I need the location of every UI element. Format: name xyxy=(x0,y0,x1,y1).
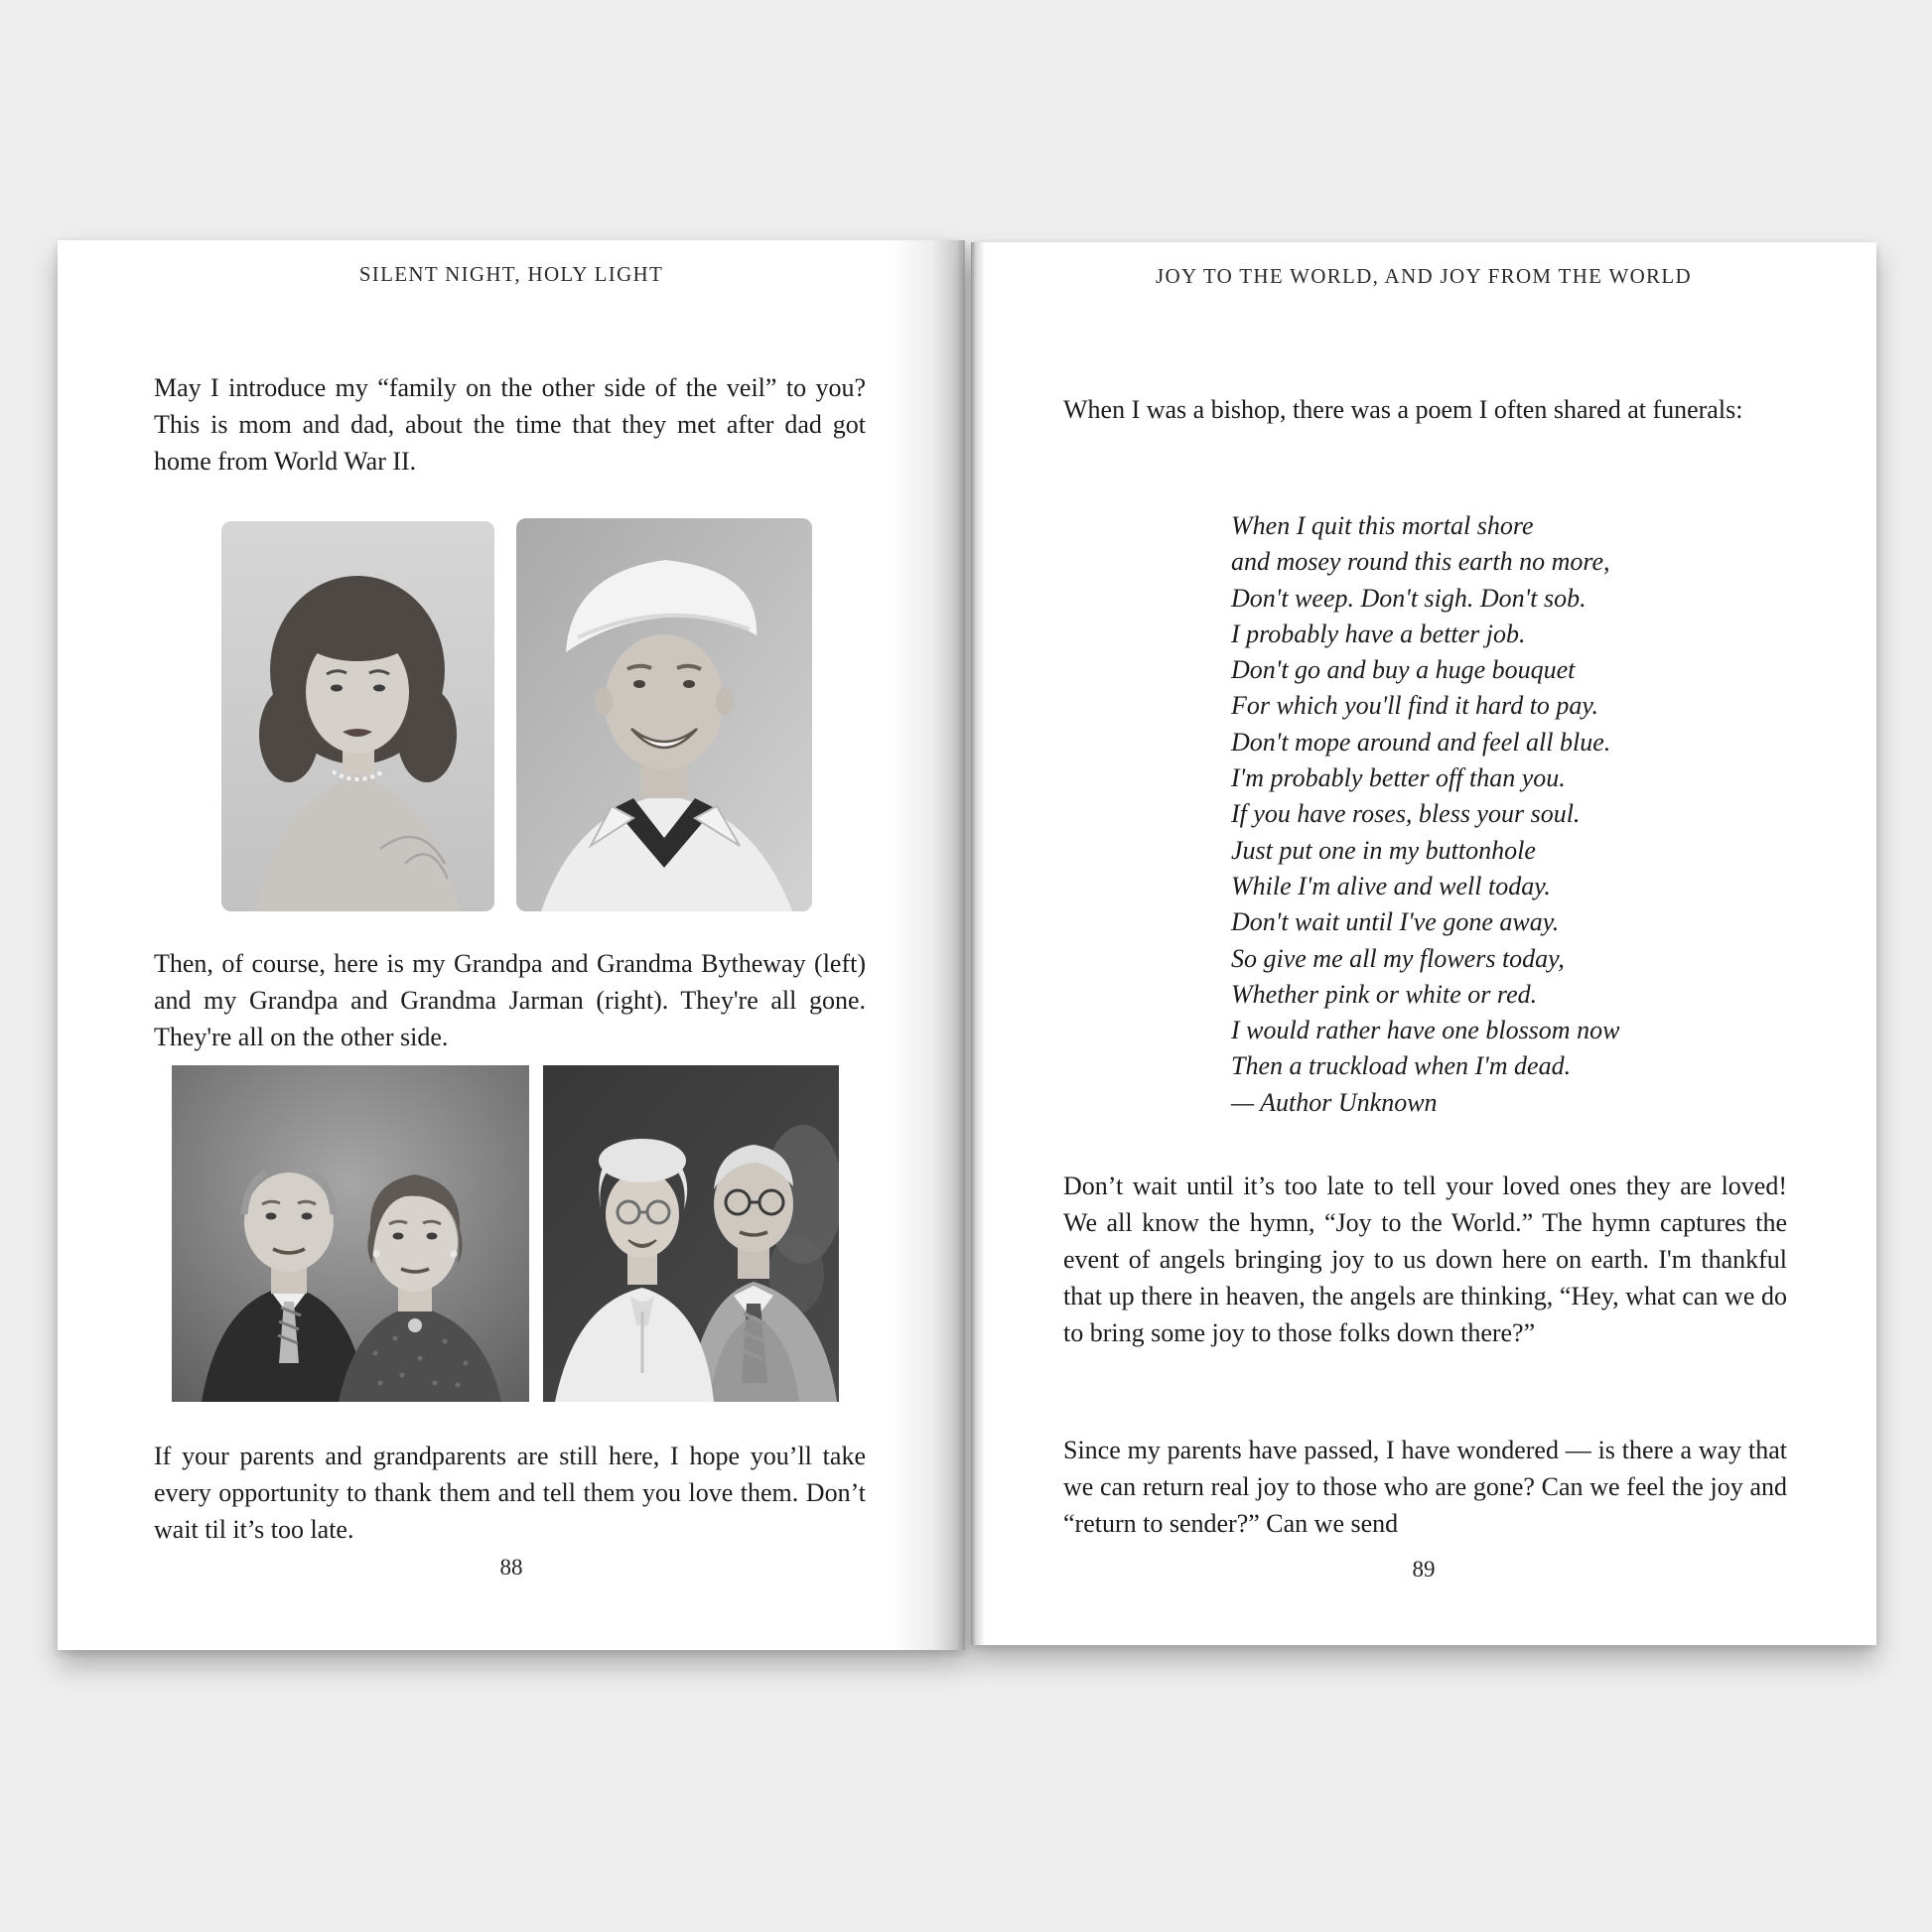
poem-line: Don't go and buy a huge bouquet xyxy=(1231,655,1576,685)
poem-attribution: — Author Unknown xyxy=(1231,1087,1438,1117)
poem-line: Don't mope around and feel all blue. xyxy=(1231,727,1611,757)
page-number-right: 89 xyxy=(1412,1557,1436,1582)
jarman-couple-illustration xyxy=(543,1065,839,1402)
bytheway-couple-illustration xyxy=(172,1065,529,1402)
poem-line: For which you'll find it hard to pay. xyxy=(1231,691,1599,721)
poem-line: Don't weep. Don't sigh. Don't sob. xyxy=(1231,583,1587,613)
paragraph-closing-left: If your parents and grandparents are still here, I hope you’ll take every opportunity to thank them and tell them you love them. Don’t wait til it’s too late. xyxy=(154,1442,866,1544)
poem-line: So give me all my flowers today, xyxy=(1231,943,1565,973)
page-number-left: 88 xyxy=(499,1555,523,1580)
poem-line: Don't wait until I've gone away. xyxy=(1231,907,1560,937)
poem-line: Whether pink or white or red. xyxy=(1231,979,1538,1009)
paragraph-closing-right: Since my parents have passed, I have wondered — is there a way that we can return real joy to those who are gone? Can we feel the joy and “return to sender?” Can we send xyxy=(1063,1436,1787,1538)
funeral-poem xyxy=(1231,508,1619,1121)
paragraph-intro-family: May I introduce my “family on the other side of the veil” to you? This is mom and dad, about the time that they met after dad got home from World War II. xyxy=(154,373,866,476)
page-right xyxy=(971,242,1876,1645)
poem-line: When I quit this mortal shore xyxy=(1231,511,1534,540)
page-left xyxy=(58,240,965,1650)
poem-line: If you have roses, bless your soul. xyxy=(1231,799,1581,829)
poem-line: and mosey round this earth no more, xyxy=(1231,547,1610,577)
paragraph-grandparents: Then, of course, here is my Grandpa and Grandma Bytheway (left) and my Grandpa and Grandma Jarman (right). They're all gone. They're all on the other side. xyxy=(154,949,866,1051)
poem-line: I would rather have one blossom now xyxy=(1231,1016,1620,1045)
photo-dad-sailor-portrait xyxy=(516,518,812,911)
paragraph-after-poem: Don’t wait until it’s too late to tell your loved ones they are loved! We all know the hymn, “Joy to the World.” The hymn captures the event of angels bringing joy to us down here on earth. I'm thankful that up there in heaven, the angels are thinking, “Hey, what can we do to bring some joy to those folks down there?” xyxy=(1063,1172,1787,1347)
photo-mom-portrait xyxy=(221,521,494,911)
dad-portrait-illustration xyxy=(516,518,812,911)
poem-line: I'm probably better off than you. xyxy=(1231,763,1566,793)
running-header-left: SILENT NIGHT, HOLY LIGHT xyxy=(358,262,664,286)
poem-line: Just put one in my buttonhole xyxy=(1231,835,1536,865)
running-header-right: JOY TO THE WORLD, AND JOY FROM THE WORLD xyxy=(1156,264,1692,288)
paragraph-intro-poem: When I was a bishop, there was a poem I often shared at funerals: xyxy=(1063,395,1743,424)
poem-line: Then a truckload when I'm dead. xyxy=(1231,1051,1572,1081)
poem-line: I probably have a better job. xyxy=(1231,619,1526,648)
mom-portrait-illustration xyxy=(221,521,494,911)
poem-line: While I'm alive and well today. xyxy=(1231,871,1551,900)
photo-grandparents-bytheway xyxy=(172,1065,529,1402)
photo-grandparents-jarman xyxy=(543,1065,839,1402)
